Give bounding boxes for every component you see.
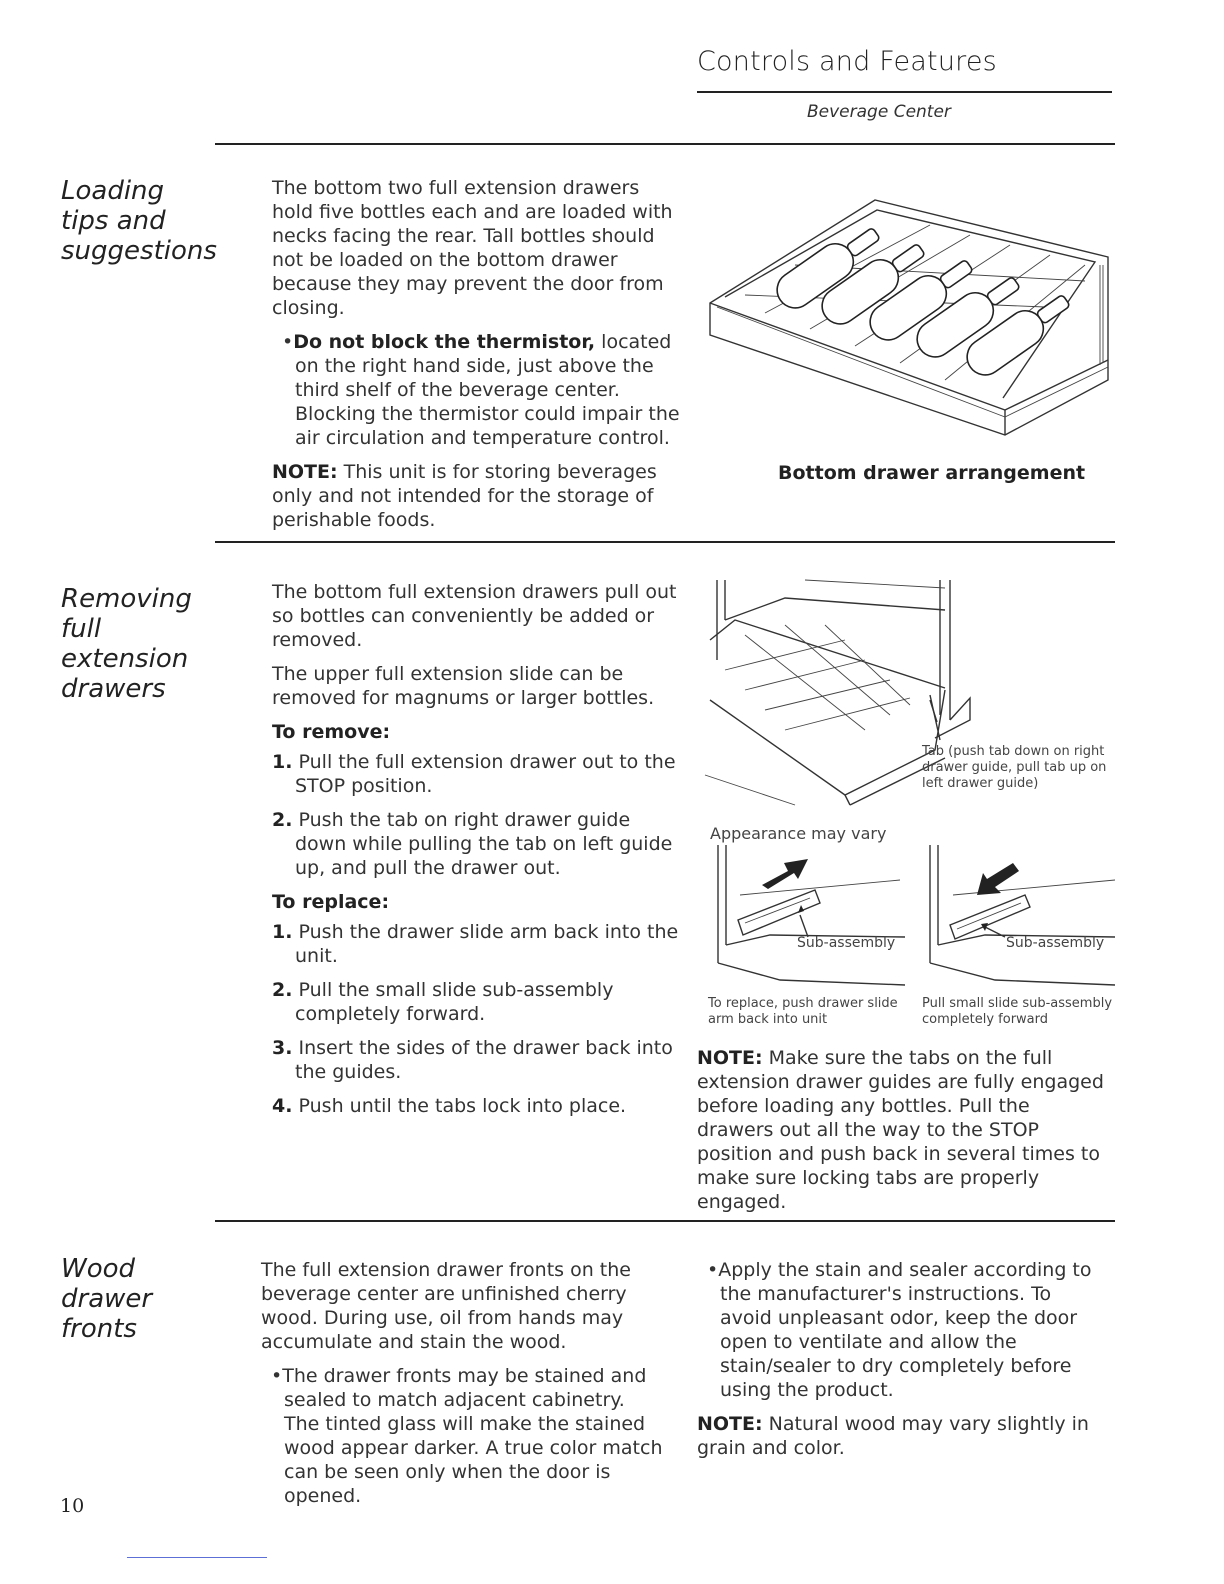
subheading-to-replace: To replace: xyxy=(272,891,390,913)
section-title-wood xyxy=(61,1254,152,1344)
title-line: suggestions xyxy=(61,236,217,266)
step-text: Pull the full extension drawer out to the STOP position. xyxy=(295,751,676,797)
step-text: Pull the small slide sub-assembly completely forward. xyxy=(295,979,614,1025)
step-text: Insert the sides of the drawer back into the guides. xyxy=(295,1037,673,1083)
subassembly-right-illustration xyxy=(925,845,1120,990)
title-line: drawers xyxy=(61,674,166,704)
bullet-text: located on the right hand side, just above the third shelf of the beverage center. Blocking the thermistor could impair the air circulation and temperature control. xyxy=(295,331,680,449)
note-text: Natural wood may vary slightly in grain and color. xyxy=(697,1413,1089,1459)
note-label: NOTE: xyxy=(697,1413,763,1435)
step-text: Push the tab on right drawer guide down while pulling the tab on left guide up, and pull the drawer out. xyxy=(295,809,673,879)
title-line: Wood xyxy=(61,1254,136,1284)
section-title-loading xyxy=(61,176,217,266)
step-item xyxy=(272,978,680,1026)
bullet-item: •Apply the stain and sealer according to the manufacturer's instructions. To avoid unpleasant odor, keep the door open to ventilate and allow the stain/sealer to dry completely before using the product. xyxy=(707,1259,1092,1401)
section-divider xyxy=(215,1220,1115,1222)
paragraph: The full extension drawer fronts on the beverage center are unfinished cherry wood. During use, oil from hands may accumulate and stain the wood. xyxy=(261,1259,631,1353)
title-line: Loading xyxy=(61,176,165,206)
step-number: 3. xyxy=(272,1037,293,1059)
step-number: 2. xyxy=(272,809,293,831)
bullet-text: Apply the stain and sealer according to the manufacturer's instructions. To avoid unpleasant odor, keep the door open to ventilate and allow the stain/sealer to dry completely before using the product. xyxy=(718,1259,1092,1401)
step-text: Push until the tabs lock into place. xyxy=(298,1095,627,1117)
figure-caption-replace: To replace, push drawer slide arm back into unit xyxy=(708,996,898,1027)
bullet-text: The drawer fronts may be stained and sealed to match adjacent cabinetry. The tinted glass will make the stained wood appear darker. A true color match can be seen only when the door is opened. xyxy=(282,1365,663,1507)
step-number: 1. xyxy=(272,751,293,773)
page-header-subtitle: Beverage Center xyxy=(807,102,951,122)
removing-note xyxy=(697,1046,1107,1214)
step-number: 2. xyxy=(272,979,293,1001)
subassembly-label-right: Sub-assembly xyxy=(1006,935,1105,951)
step-number: 1. xyxy=(272,921,293,943)
step-item xyxy=(272,750,680,798)
footer-line xyxy=(127,1557,267,1558)
bullet-item: •The drawer fronts may be stained and sealed to match adjacent cabinetry. The tinted glass will make the stained wood appear darker. A true color match can be seen only when the door is opened. xyxy=(271,1365,663,1507)
wood-text-right xyxy=(697,1258,1097,1470)
note-text: Make sure the tabs on the full extension drawer guides are fully engaged before loading any bottles. Pull the drawers out all the way to the STOP position and push back in several times to make sure locking tabs are properly engaged. xyxy=(697,1047,1104,1213)
bullet-item: •Do not block the thermistor, located on the right hand side, just above the third shelf of the beverage center. Blocking the thermistor could impair the air circulation and temperature control. xyxy=(282,331,680,449)
note-label: NOTE: xyxy=(272,461,338,483)
page-number: 10 xyxy=(60,1495,85,1517)
bottom-drawer-illustration xyxy=(705,195,1115,455)
removing-text xyxy=(272,580,680,1128)
header-divider xyxy=(697,91,1112,93)
wood-text-left xyxy=(261,1258,666,1518)
step-item xyxy=(272,808,680,880)
title-line: extension xyxy=(61,644,189,674)
page-header-title: Controls and Features xyxy=(697,46,997,77)
subheading-to-remove: To remove: xyxy=(272,721,391,743)
title-line: Removing xyxy=(61,584,192,614)
title-line: fronts xyxy=(61,1314,137,1344)
step-item xyxy=(272,1094,680,1118)
title-line: tips and xyxy=(61,206,166,236)
section-title-removing xyxy=(61,584,192,704)
paragraph: The upper full extension slide can be removed for magnums or larger bottles. xyxy=(272,663,655,709)
title-line: drawer xyxy=(61,1284,153,1314)
note-text: This unit is for storing beverages only and not intended for the storage of perishable foods. xyxy=(272,461,657,531)
figure-caption-bottom-drawer: Bottom drawer arrangement xyxy=(778,462,1086,484)
step-text: Push the drawer slide arm back into the unit. xyxy=(295,921,679,967)
paragraph: The bottom full extension drawers pull out so bottles can conveniently be added or removed. xyxy=(272,581,677,651)
section-divider xyxy=(215,143,1115,145)
step-item xyxy=(272,1036,680,1084)
step-number: 4. xyxy=(272,1095,293,1117)
subassembly-label-left: Sub-assembly xyxy=(797,935,896,951)
note xyxy=(272,460,680,532)
loading-text xyxy=(272,176,680,542)
paragraph: The bottom two full extension drawers hold five bottles each and are loaded with necks facing the rear. Tall bottles should not be loaded on the bottom drawer because they may prevent the door from closing. xyxy=(272,177,673,319)
note-label: NOTE: xyxy=(697,1047,763,1069)
title-line: full xyxy=(61,614,102,644)
figure-caption-pull: Pull small slide sub-assembly completely forward xyxy=(922,996,1113,1027)
note xyxy=(697,1412,1097,1460)
appearance-note: Appearance may vary xyxy=(710,824,887,843)
subassembly-left-illustration xyxy=(710,845,910,990)
bullet-bold: Do not block the thermistor, xyxy=(293,331,596,353)
tab-callout: Tab (push tab down on right drawer guide, pull tab up on left drawer guide) xyxy=(922,744,1107,791)
step-item xyxy=(272,920,680,968)
